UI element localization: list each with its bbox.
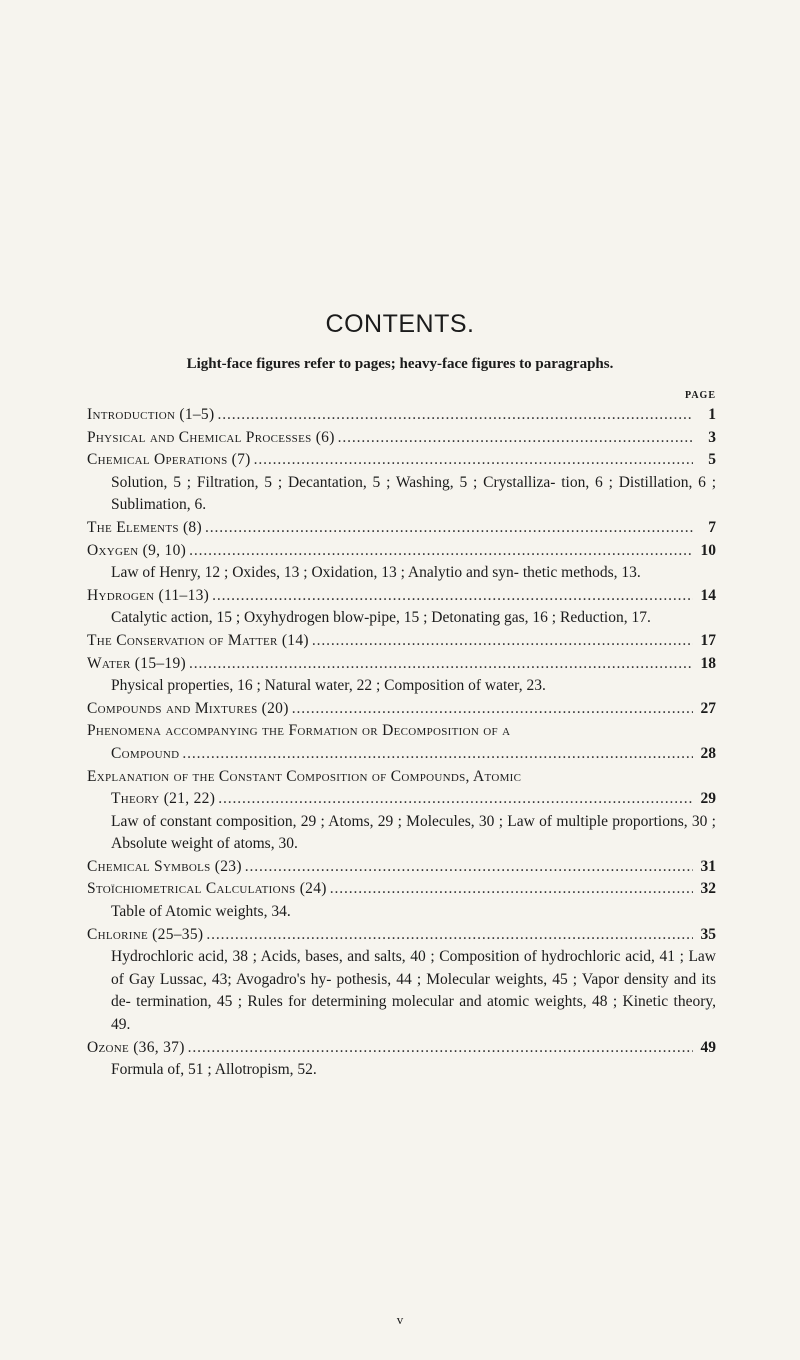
toc-page-number: 14 (700, 586, 716, 604)
toc-line (87, 517, 716, 540)
toc-entry-title: The Conservation of Matter (14) (87, 631, 309, 649)
toc-entry-subtopics: Catalytic action, 15 ; Oxyhydrogen blow-pipe, 15 ; Detonating gas, 16 ; Reduction, 17. (111, 609, 651, 627)
dot-leader (188, 1037, 693, 1060)
toc-entry (0, 720, 800, 765)
toc-entry (0, 540, 800, 585)
toc-page-number: 35 (700, 925, 716, 943)
dot-leader (254, 449, 693, 472)
toc-line (87, 720, 716, 743)
toc-page-number: 32 (700, 880, 716, 898)
toc-entry-title: The Elements (8) (87, 518, 202, 536)
toc-line (87, 924, 716, 947)
toc-entry-title: Physical and Chemical Processes (6) (87, 428, 335, 446)
toc-entry (0, 856, 800, 879)
toc-entry (0, 404, 800, 427)
dot-leader (189, 540, 693, 563)
toc-page-number: 1 (708, 406, 716, 423)
dot-leader (338, 427, 693, 450)
toc-page-number: 17 (700, 631, 716, 649)
toc-entry (0, 653, 800, 698)
toc-page-number: 3 (708, 428, 716, 446)
toc-entry (0, 517, 800, 540)
toc-page-number: 31 (700, 857, 716, 875)
toc-line (87, 856, 716, 879)
dot-leader (217, 404, 693, 427)
dot-leader (189, 653, 693, 676)
toc-line (111, 743, 716, 766)
toc-entry-title: Oxygen (9, 10) (87, 541, 187, 559)
toc-entry-title: Chemical Symbols (23) (87, 857, 242, 875)
page-number: v (396, 1312, 404, 1327)
dot-leader (205, 517, 693, 540)
toc-page-number: 27 (700, 699, 716, 717)
toc-entry-subtopics: Law of Henry, 12 ; Oxides, 13 ; Oxidation, 13 ; Analytio and syn- thetic methods, 13. (111, 564, 641, 582)
toc-entry-title: Stoïchiometrical Calculations (24) (87, 880, 327, 898)
toc-entry-subtopics: Law of constant composition, 29 ; Atoms, 29 ; Molecules, 30 ; Law of multiple proportions, 30 ; Absolute weight of atoms, 30. (111, 812, 716, 853)
dot-leader (245, 856, 693, 879)
dot-leader (182, 743, 693, 766)
toc-entry-title: Chemical Operations (7) (87, 451, 251, 469)
toc-entry-subtopics: Formula of, 51 ; Allotropism, 52. (111, 1061, 317, 1079)
toc-entry (0, 1037, 800, 1082)
toc-entry-title: Introduction (1–5) (87, 406, 215, 423)
toc-line (87, 766, 716, 789)
toc-page-number: 49 (700, 1038, 716, 1056)
dot-leader (330, 878, 693, 901)
table-of-contents (0, 404, 800, 1082)
dot-leader (312, 630, 693, 653)
dot-leader (206, 924, 693, 947)
toc-page-number: 10 (700, 541, 716, 559)
toc-entry-subtopics: Table of Atomic weights, 34. (111, 903, 291, 921)
dot-leader (292, 698, 693, 721)
toc-page-number: 18 (700, 654, 716, 672)
toc-entry-title: Compound (111, 744, 180, 762)
toc-entry-title: Theory (21, 22) (111, 790, 216, 808)
toc-entry-title: Hydrogen (11–13) (87, 586, 210, 604)
toc-line (87, 540, 716, 563)
toc-entry (0, 449, 800, 517)
toc-line (87, 449, 716, 472)
toc-line (87, 1037, 716, 1060)
toc-line (87, 630, 716, 653)
toc-page-number: 29 (700, 790, 716, 808)
page-title: CONTENTS. (325, 310, 475, 338)
toc-page-number: 5 (708, 451, 716, 469)
toc-line (87, 653, 716, 676)
toc-entry (0, 630, 800, 653)
toc-entry-subtopics: Hydrochloric acid, 38 ; Acids, bases, and salts, 40 ; Composition of hydrochloric acid, 41 ; Law of Gay Lussac, 43; Avogadro's hy- pothesis, 44 ; Molecular weights, 45 ; Vapor density and its de- termination, 45 ; Rules for determining molecular and atomic weights, 48 ; Kinetic theory, 49. (111, 948, 716, 1034)
dot-leader (212, 585, 693, 608)
toc-line (87, 404, 716, 427)
toc-line (87, 698, 716, 721)
toc-page-number: 28 (700, 744, 716, 762)
dot-leader (218, 788, 693, 811)
toc-page-number: 7 (708, 518, 716, 536)
toc-line (87, 878, 716, 901)
page-column-label: PAGE (684, 390, 716, 401)
toc-entry-title: Water (15–19) (87, 654, 186, 672)
toc-entry (0, 585, 800, 630)
toc-entry-title: Explanation of the Constant Composition of Compounds, Atomic (87, 767, 522, 785)
toc-entry-title: Phenomena accompanying the Formation or Decomposition of a (87, 722, 511, 740)
toc-entry (0, 698, 800, 721)
figures-note: Light-face figures refer to pages; heavy-face figures to paragraphs. (186, 356, 614, 372)
toc-entry-title: Chlorine (25–35) (87, 925, 204, 943)
toc-line (87, 427, 716, 450)
toc-entry (0, 427, 800, 450)
toc-entry-title: Compounds and Mixtures (20) (87, 699, 289, 717)
toc-entry (0, 766, 800, 856)
toc-entry-title: Ozone (36, 37) (87, 1038, 185, 1056)
toc-entry-subtopics: Solution, 5 ; Filtration, 5 ; Decantation, 5 ; Washing, 5 ; Crystalliza- tion, 6 ; Distillation, 6 ; Sublimation, 6. (111, 473, 716, 514)
toc-line (111, 788, 716, 811)
toc-line (87, 585, 716, 608)
toc-entry (0, 878, 800, 923)
toc-entry (0, 924, 800, 1037)
toc-entry-subtopics: Physical properties, 16 ; Natural water, 22 ; Composition of water, 23. (111, 677, 546, 695)
